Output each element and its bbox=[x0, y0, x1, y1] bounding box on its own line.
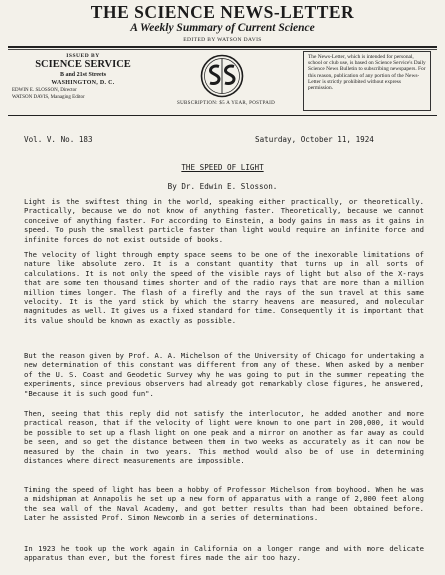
masthead-rule bbox=[8, 46, 437, 48]
issue-date: Saturday, October 11, 1924 bbox=[255, 135, 374, 144]
article-byline: By Dr. Edwin E. Slosson. bbox=[167, 182, 278, 191]
publisher-name: SCIENCE SERVICE bbox=[35, 59, 131, 70]
publisher-city: WASHINGTON, D. C. bbox=[51, 80, 115, 86]
header-bottom-rule bbox=[8, 115, 437, 116]
article-paragraph: Timing the speed of light has been a hobby of Professor Michelson from boyhood. When he was a midshipman at Annapolis he set up a new form of apparatus with a range of 2,000 feet along the sea wall of the Naval Academy, and got better results than had been obtained before. Later he assisted Prof. Simon Newcomb in a series of determinations. bbox=[24, 485, 424, 523]
issued-by-label: ISSUED BY bbox=[66, 53, 100, 59]
subscription-price: SUBSCRIPTION: $5 A YEAR, POSTPAID bbox=[176, 101, 276, 106]
masthead-subtitle: A Weekly Summary of Current Science bbox=[130, 22, 315, 34]
article-paragraph: The velocity of light through empty space seems to be one of the inexorable limitations of nature like absolute zero. It is a constant quantity that turns up in all sorts of calculations. It is not only the speed of the visible rays of light but also of the X-rays that are some ten thousand times shorter and of the radio rays that are more than a million million times longer. The flash of a firefly and the rays of the sun travel at this same velocity. It is the yard stick by which the starry heavens are measured, and molecular magnitudes as well. It gives us a fixed standard for time. Consequently it is important that its value should be known as exactly as possible. bbox=[24, 250, 424, 325]
article-paragraph: Then, seeing that this reply did not satisfy the interlocutor, he added another and more practical reason, that if the velocity of light were known to one part in 200,000, it would be possible to set up a flash light on one peak and a mirror on another as far away as could be seen, and so get the distance between them in two weeks as accurately as it can now be measured by the chain in two years. This method would also be of use in determining distances where direct measurements are impossible. bbox=[24, 409, 424, 466]
article-paragraph: But the reason given by Prof. A. A. Michelson of the University of Chicago for undertaking a new determination of this constant was different from any of these. When asked by a member of the U. S. Coast and Geodetic Survey why he was going to put in the summer repeating the experiments, since previous observers had already got remarkably close figures, he answered, "Because it is such good fun". bbox=[24, 351, 424, 398]
article-paragraph: Light is the swiftest thing in the world, speaking either practically, or theoretically. Practically, because we do not know of anything faster. Theoretically, because we cannot conceive of anything faster. For according to Einstein, a body gains in mass as it gains in speed. To push the smallest particle faster than light would require an infinite force and infinite forces do not exist outside of books. bbox=[24, 197, 424, 244]
publisher-address: B and 21st Streets bbox=[59, 72, 107, 78]
masthead-editor: EDITED BY WATSON DAVIS bbox=[183, 37, 262, 43]
issue-volume: Vol. V. No. 183 bbox=[24, 135, 93, 144]
publisher-director: EDWIN E. SLOSSON, Director bbox=[12, 88, 77, 93]
publisher-managing-editor: WATSON DAVIS, Managing Editor bbox=[12, 95, 85, 100]
masthead-title: THE SCIENCE NEWS-LETTER bbox=[90, 2, 355, 22]
article-paragraph: In 1923 he took up the work again in California on a longer range and with more delicate apparatus than ever, but the forest fires made the air too hazy. bbox=[24, 544, 424, 563]
masthead-thin-rule bbox=[8, 49, 437, 50]
publisher-block bbox=[8, 53, 158, 101]
science-service-seal-icon bbox=[200, 54, 244, 98]
usage-notice-box: The News-Letter, which is intended for personal, school or club use, is based on Science Service's Daily Science News Bulletin to subscribing newspapers. For this reason, publication of any portion of the News-Letter is strictly prohibited without express permission. bbox=[303, 51, 431, 111]
article-title: THE SPEED OF LIGHT bbox=[181, 163, 264, 172]
